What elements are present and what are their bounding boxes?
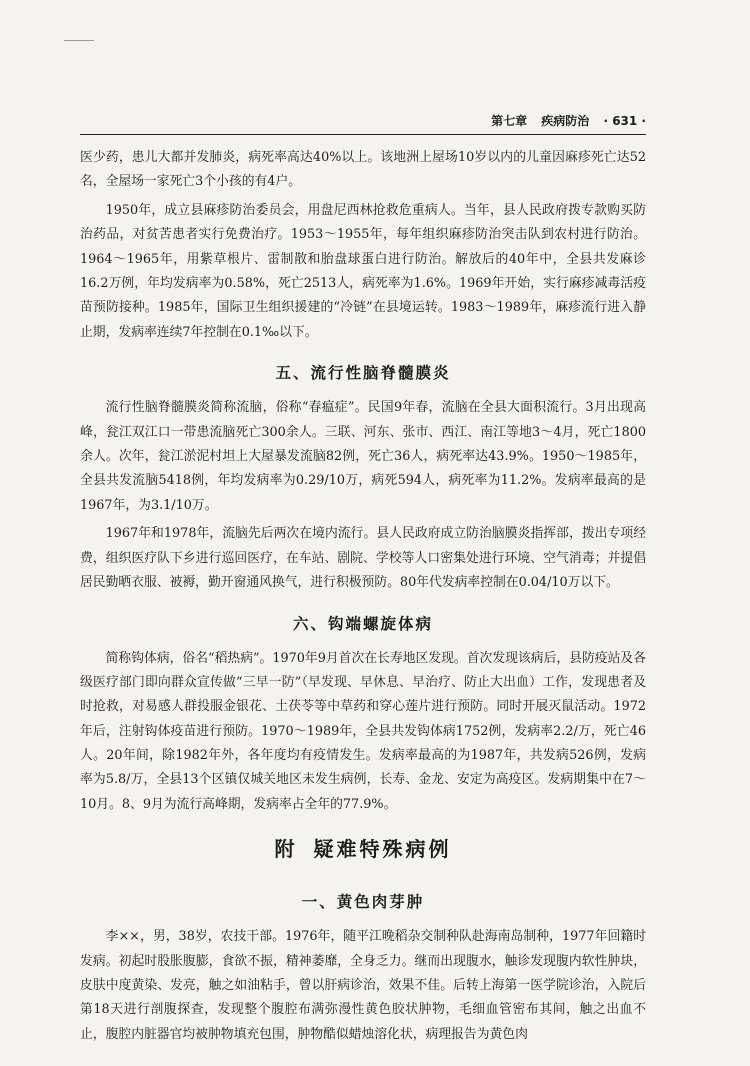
paragraph-measles-deaths: 医少药，患儿大都并发肺炎，病死率高达40%以上。该地洲上屋场10岁以内的儿童因麻疹死亡达52名，全屋场一家死亡3个小孩的有4户。 xyxy=(80,150,646,190)
section-label: 疾病防治 xyxy=(541,114,590,128)
paragraph-meningitis-prevention: 1967年和1978年，流脑先后两次在境内流行。县人民政府成立防治脑膜炎指挥部，拨出专项经费，组织医疗队下乡进行巡回医疗，在车站、剧院、学校等人口密集处进行环境、空气消毒；并提倡居民勤晒衣服、被褥，勤开窗通风换气，进行积极预防。80年代发病率控制在0.04/10万以下。 xyxy=(80,526,646,590)
scan-corner-mark xyxy=(64,40,94,41)
paragraph-meningitis-history: 流行性脑脊髓膜炎简称流脑，俗称“春瘟症”。民国9年春，流脑在全县大面积流行。3月出现高峰，瓮江双江口一带患流脑死亡300余人。三联、河东、张市、西江、南江等地3～4月，死亡1800余人。次年，瓮江淤泥村坦上大屋暴发流脑82例，死亡36人，病死率达43.9%。1950～1985年，全县共发流脑5418例，年均发病率为0.29/10万，病死594人，病死率为11.2%。发病率最高的是1967年，为3.1/10万。 xyxy=(80,400,646,513)
paragraph-measles-control: 1950年，成立县麻疹防治委员会，用盘尼西林抢救危重病人。当年，县人民政府拨专款购买防治药品，对贫苦患者实行免费治疗。1953～1955年，每年组织麻疹防治突击队到农村进行防治。1964～1965年，用紫草根片、雷制散和胎盘球蛋白进行防治。解放后的40年中，全县共发麻诊16.2万例，年均发病率为0.58%，死亡2513人，病死率为1.6%。1969年开始，实行麻疹减毒活疫苗预防接种。1985年，国际卫生组织援建的“冷链”在县境运转。1983～1989年，麻疹流行进入静止期，发病率连续7年控制在0.1‰以下。 xyxy=(80,203,646,340)
running-header xyxy=(80,112,646,135)
paragraph-case-report: 李××，男，38岁，农技干部。1976年，随平江晚稻杂交制种队赴海南岛制种，1977年回籍时发病。初起时股胀腹膨，食欲不振，精神萎靡，全身乏力。继而出现腹水，触诊发现腹内软性肿块，皮肤中度黄染、发亮，触之如油粘手，曾以肝病诊治，效果不佳。后转上海第一医学院诊治，入院后第18天进行剖腹探查，发现整个腹腔布满弥漫性黄色胶状肿物，毛细血管密布其间，触之出血不止，腹腔内脏器官均被肿物填充包围，肿物酷似蜡烛溶化状，病理报告为黄色肉 xyxy=(80,929,646,1042)
page-body xyxy=(80,146,646,1051)
case-title-xanthogranuloma: 一、黄色肉芽肿 xyxy=(301,892,425,912)
appendix-title xyxy=(80,821,646,878)
paragraph-leptospirosis: 简称钩体病，俗名“稻热病”。1970年9月首次在长寿地区发现。首次发现该病后，县防疫站及各级医疗部门即向群众宣传做“三早一防”（早发现、早休息、早治疗、防止大出血）工作，发现患者及时抢救，对易感人群投服金银花、土茯苓等中草药和穿心莲片进行预防。同时开展灭鼠活动。1972年后，注射钩体疫苗进行预防。1970～1989年，全县共发钩体病1752例，发病率2.2/万，死亡46人。20年间，除1982年外，各年度均有疫情发生。发病率最高的为1987年，共发病526例，发病率为5.8/万，全县13个区镇仅城关地区未发生病例，长寿、金龙、安定为高疫区。发病期集中在7～10月。8、9月为流行高峰期，发病率占全年的77.9%。 xyxy=(80,650,646,812)
section-title-meningitis: 五、流行性脑脊髓膜炎 xyxy=(275,363,451,383)
page-number: · 631 · xyxy=(603,114,646,128)
section-title-leptospirosis: 六、钩端螺旋体病 xyxy=(292,613,433,633)
chapter-label: 第七章 xyxy=(491,114,528,128)
appendix-lead: 附 xyxy=(274,837,298,862)
appendix-title-text: 疑难特殊病例 xyxy=(313,837,452,862)
